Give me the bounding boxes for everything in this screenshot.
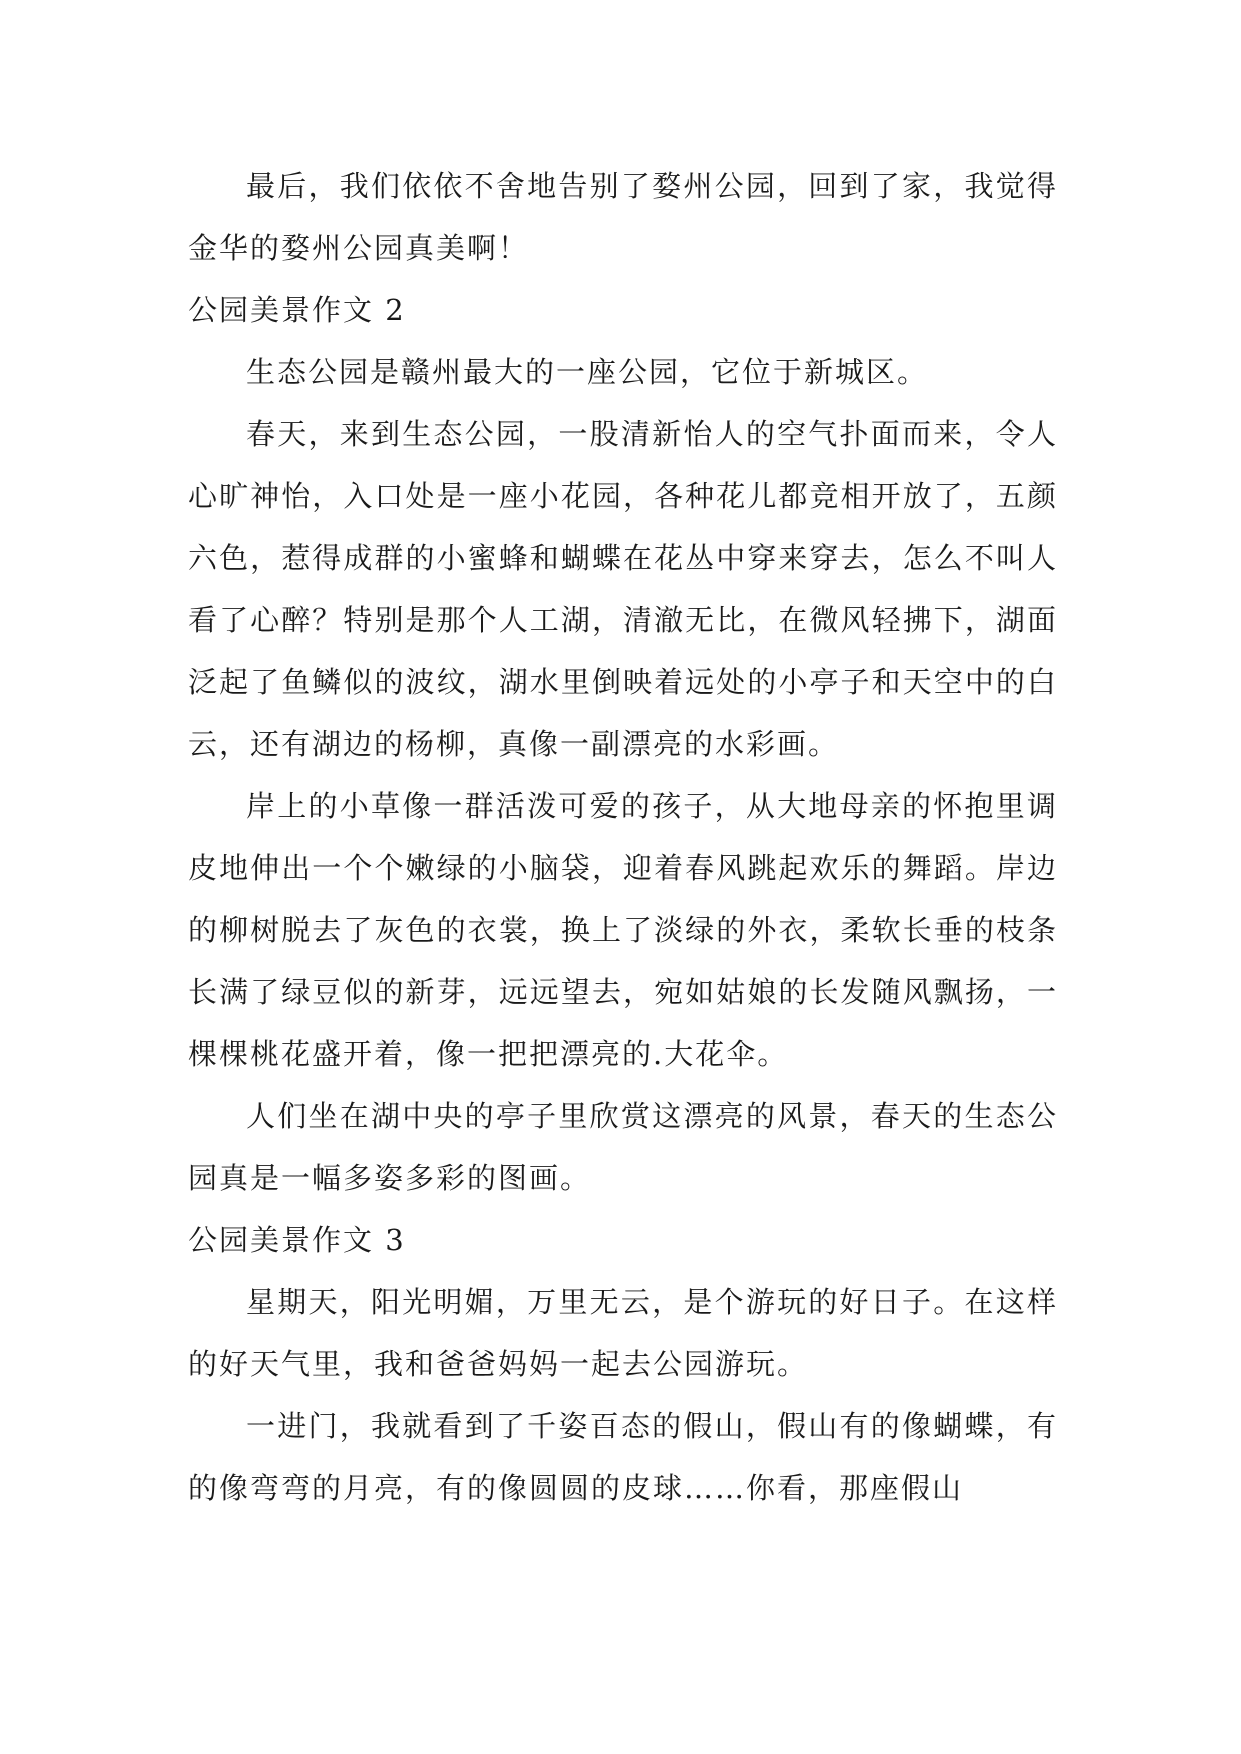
paragraph: 春天，来到生态公园，一股清新怡人的空气扑面而来，令人心旷神怡，入口处是一座小花园，各种花儿都竞相开放了，五颜六色，惹得成群的小蜜蜂和蝴蝶在花丛中穿来穿去，怎么不叫人看了心醉？特别是那个人工湖，清澈无比，在微风轻拂下，湖面泛起了鱼鳞似的波纹，湖水里倒映着远处的小亭子和天空中的白云，还有湖边的杨柳，真像一副漂亮的水彩画。 (188, 417, 1058, 761)
paragraph: 星期天，阳光明媚，万里无云，是个游玩的好日子。在这样的好天气里，我和爸爸妈妈一起去公园游玩。 (188, 1285, 1058, 1381)
paragraph: 一进门，我就看到了千姿百态的假山，假山有的像蝴蝶，有的像弯弯的月亮，有的像圆圆的皮球……你看，那座假山 (188, 1409, 1058, 1505)
paragraph: 生态公园是赣州最大的一座公园，它位于新城区。 (246, 355, 929, 389)
section-heading: 公园美景作文 3 (188, 1223, 406, 1257)
paragraph: 岸上的小草像一群活泼可爱的孩子，从大地母亲的怀抱里调皮地伸出一个个嫩绿的小脑袋，迎着春风跳起欢乐的舞蹈。岸边的柳树脱去了灰色的衣裳，换上了淡绿的外衣，柔软长垂的枝条长满了绿豆似的新芽，远远望去，宛如姑娘的长发随风飘扬，一棵棵桃花盛开着，像一把把漂亮的.大花伞。 (188, 789, 1058, 1071)
section-heading: 公园美景作文 2 (188, 293, 406, 327)
paragraph: 人们坐在湖中央的亭子里欣赏这漂亮的风景，春天的生态公园真是一幅多姿多彩的图画。 (188, 1099, 1058, 1195)
document-page (188, 155, 1058, 1519)
paragraph: 最后，我们依依不舍地告别了婺州公园，回到了家，我觉得金华的婺州公园真美啊！ (188, 169, 1058, 265)
